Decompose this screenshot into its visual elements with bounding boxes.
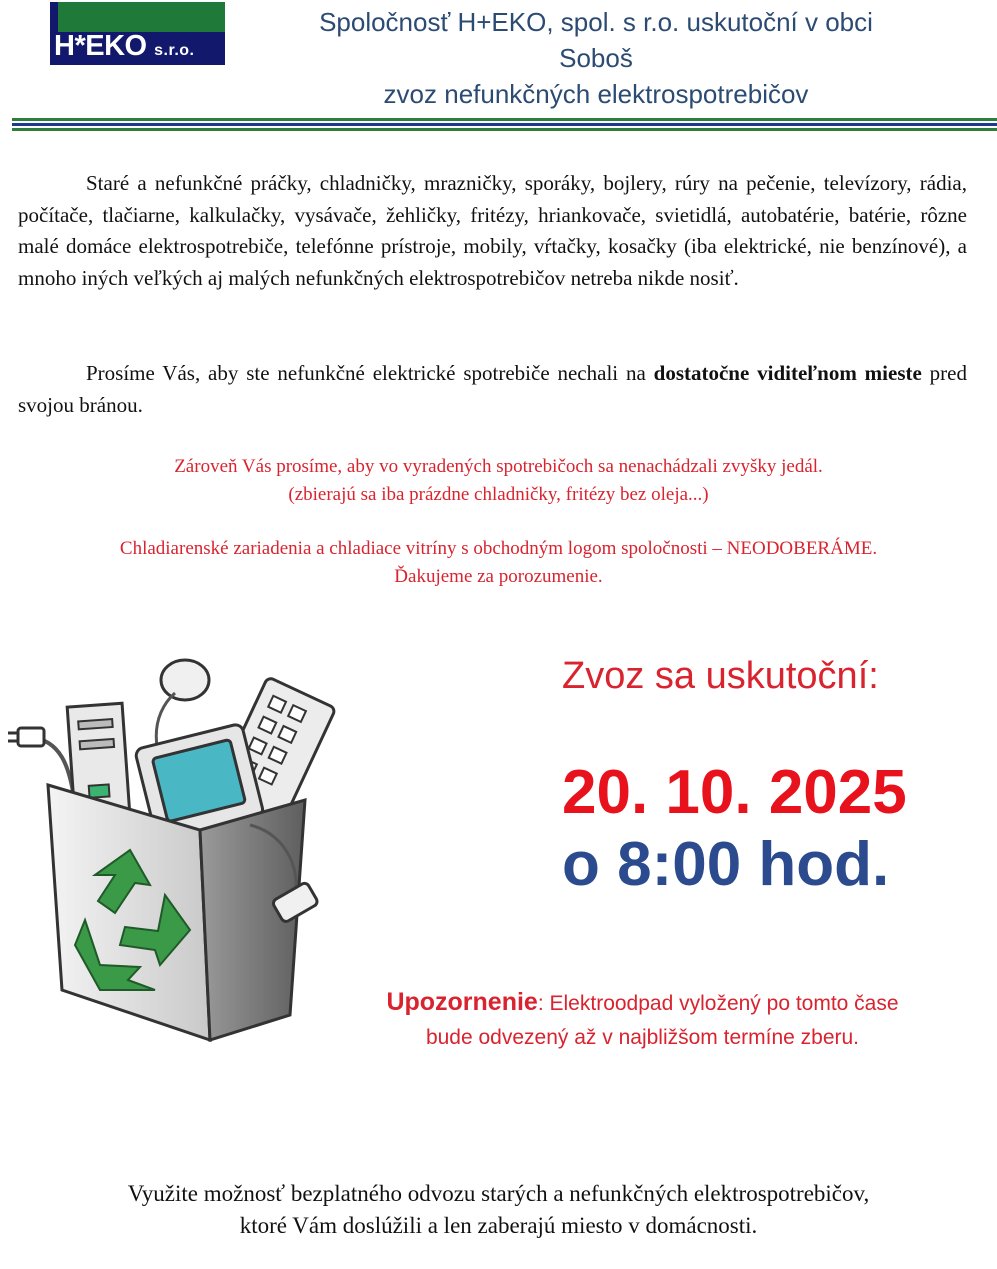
header-divider-blue (12, 123, 997, 126)
header-line-3: zvoz nefunkčných elektrospotrebičov (383, 79, 809, 109)
company-logo (50, 2, 225, 65)
logo-main: H*EKO (54, 30, 147, 62)
logo-green-band (58, 2, 225, 32)
header-divider-green-bottom (12, 128, 997, 131)
food-note-line-2: (zbierajú sa iba prázdne chladničky, fritézy bez oleja...) (288, 484, 709, 505)
footer-line-1: Využite možnosť bezplatného odvozu starých a nefunkčných elektrospotrebičov, (127, 1181, 870, 1206)
request-paragraph (18, 358, 967, 421)
food-remains-note (0, 453, 997, 509)
warning-title: Upozornenie (386, 988, 538, 1016)
warning-notice (320, 985, 965, 1055)
collection-time: o 8:00 hod. (562, 830, 890, 899)
intro-text: Staré a nefunkčné práčky, chladničky, mrazničky, sporáky, bojlery, rúry na pečenie, televízory, rádia, počítače, tlačiarne, kalkulačky, vysávače, žehličky, fritézy, hriankovače, svietidlá, autobatérie, batérie, rôzne malé domáce elektrospotrebiče, telefónne prístroje, mobily, vŕtačky, kosačky (iba elektrické, nie benzínové), a mnoho iných veľkých aj malých nefunkčných elektrospotrebičov netreba nikde nosiť. (18, 171, 967, 290)
footer-line-2: ktoré Vám doslúžili a len zaberajú miesto v domácnosti. (239, 1213, 758, 1238)
collection-label: Zvoz sa uskutoční: (562, 655, 879, 697)
warning-line-2: bude odvezený až v najbližšom termíne zberu. (425, 1026, 860, 1049)
header-divider-green-top (12, 118, 997, 121)
food-note-line-1: Zároveň Vás prosíme, aby vo vyradených spotrebičoch sa nenachádzali zvyšky jedál. (174, 456, 823, 477)
intro-paragraph (18, 168, 967, 294)
request-text-after: pred svojou bránou. (18, 361, 967, 417)
request-text-bold: dostatočne viditeľnom mieste (653, 361, 922, 385)
logo-text (54, 30, 195, 63)
header-title (235, 4, 957, 112)
logo-suffix: s.r.o. (154, 42, 195, 59)
recycling-bin-with-electronics-icon (0, 645, 345, 1045)
collection-date: 20. 10. 2025 (562, 758, 907, 827)
request-text-before: Prosíme Vás, aby ste nefunkčné elektrické spotrebiče nechali na (86, 361, 654, 385)
header-line-1: Spoločnosť H+EKO, spol. s r.o. uskutoční v obci (319, 7, 873, 37)
refrigeration-note-line-2: Ďakujeme za porozumenie. (394, 566, 603, 587)
refrigeration-note-line-1: Chladiarenské zariadenia a chladiace vitríny s obchodným logom spoločnosti – NEODOBERÁME. (119, 538, 878, 559)
footer-message (0, 1178, 997, 1242)
refrigeration-note (0, 535, 997, 591)
header-line-2: Soboš (559, 43, 633, 73)
warning-line-1: : Elektroodpad vyložený po tomto čase (537, 992, 899, 1015)
